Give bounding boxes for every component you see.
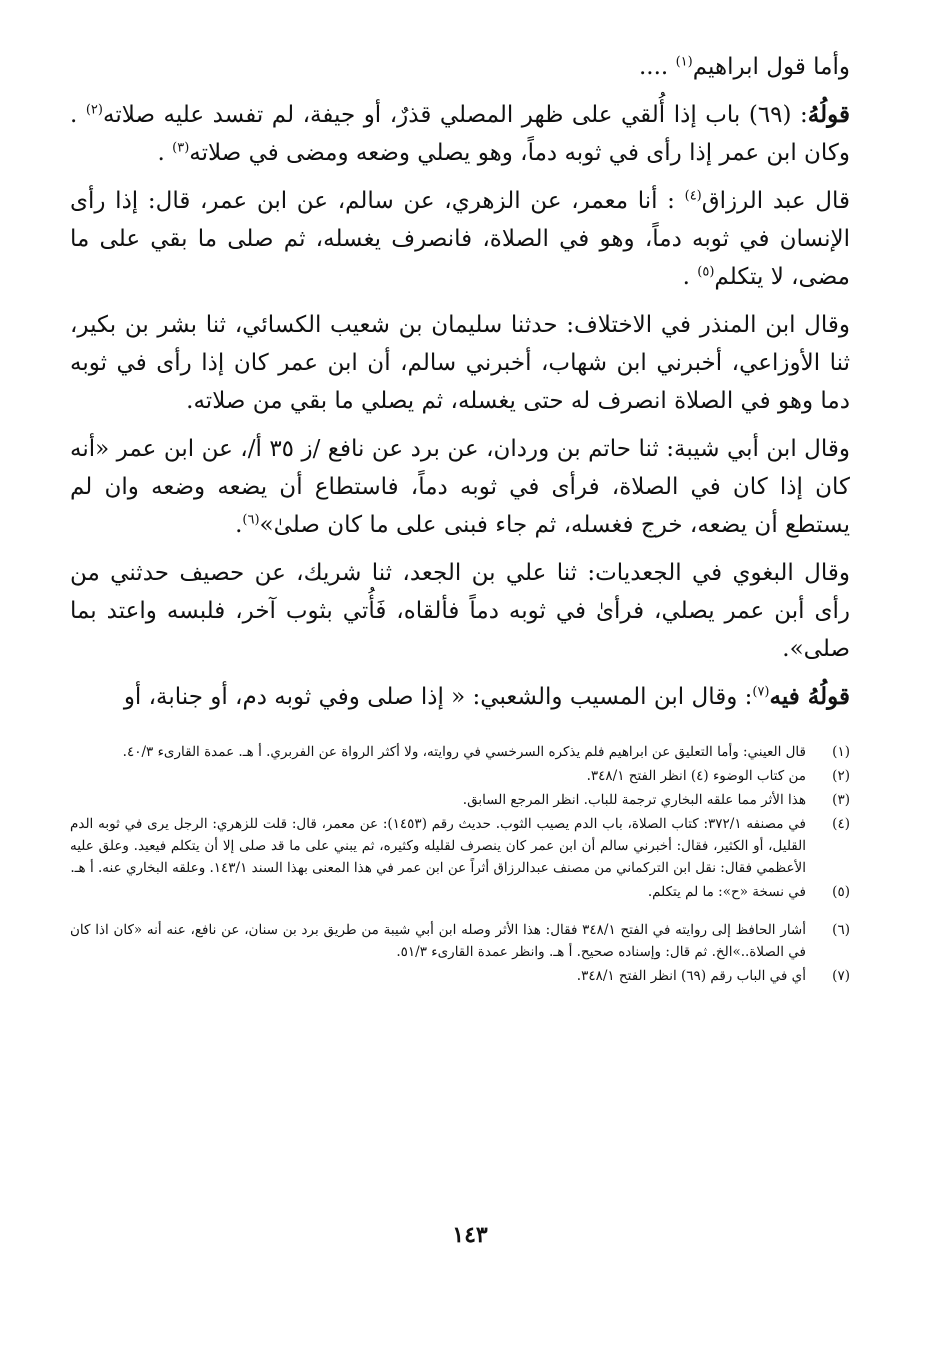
paragraph-al-baghawi (70, 554, 850, 668)
footnote-text: أي في الباب رقم (٦٩) انظر الفتح ٣٤٨/١. (576, 968, 806, 984)
main-text (70, 48, 850, 716)
footnote-ref-6: (٦) (242, 512, 260, 528)
paragraph-text: قال عبد الرزاق (701, 188, 850, 214)
paragraph-chapter-69 (70, 96, 850, 172)
paragraph-tail: .... (639, 54, 676, 80)
footnote-ref-5: (٥) (697, 264, 715, 280)
footnote-text: في نسخة «ح»: ما لم يتكلم. (647, 884, 806, 900)
footnote-item (70, 919, 850, 963)
footnote-number: (٥) (832, 884, 850, 900)
footnote-gap (70, 905, 850, 919)
paragraph-text: وقال ابن أبي شيبة: ثنا حاتم بن وردان، عن برد عن نافع /ز ٣٥ أ/، عن ابن عمر «أنه كان إذا كان في الصلاة، فرأى في ثوبه دماً، فاستطاع أن يضعه وضعه وان لم يستطع أن يضعه، خرج فغسله، ثم جاء فبنى على ما كان صلىٰ» (70, 436, 850, 538)
footnote-item (70, 765, 850, 787)
footnote-ref-3: (٣) (172, 140, 190, 156)
paragraph-tail: . (682, 264, 698, 290)
footnote-number: (١) (832, 744, 850, 760)
footnote-item (70, 813, 850, 879)
paragraph-qawluhu-fihi (70, 678, 850, 716)
footnote-text: من كتاب الوضوء (٤) انظر الفتح ٣٤٨/١. (586, 768, 806, 784)
footnote-text: أشار الحافظ إلى روايته في الفتح ٣٤٨/١ فقال: هذا الأثر وصله ابن أبي شيبة من طريق برد بن سنان، عن نافع، عنه أنه «كان اذا كان في الصلاة..»الخ. ثم قال: وإسناده صحيح. أ هـ. وانظر عمدة القارىء ٥١/٣. (70, 922, 806, 960)
paragraph-text: : (٦٩) باب إذا أُلقي على ظهر المصلي قذرٌ، أو جيفة، لم تفسد عليه صلاته (102, 102, 808, 128)
paragraph-text: وقال البغوي في الجعديات: ثنا علي بن الجعد، ثنا شريك، عن حصيف حدثني من رأى أبن عمر يصلي، فرأىٰ في ثوبه دماً فألقاه، فَأُتي بثوب آخر، فلبسه واعتد بما صلى». (70, 560, 850, 662)
footnote-number: (٣) (832, 792, 850, 808)
paragraph-ibn-abi-shayba (70, 430, 850, 544)
paragraph-tail: . (235, 512, 243, 538)
paragraph-text: : أنا معمر، عن الزهري، عن سالم، عن ابن عمر، قال: إذا رأى الإنسان في ثوبه دماً، وهو في الصلاة، فانصرف يغسله، ثم صلى ما بقي على ما مضى، لا يتكلم (70, 188, 850, 290)
footnote-item (70, 965, 850, 987)
footnote-number: (٧) (832, 968, 850, 984)
paragraph-text: . وكان ابن عمر إذا رأى في ثوبه دماً، وهو يصلي وضعه ومضى في صلاته (70, 102, 850, 166)
footnote-ref-1: (١) (675, 54, 693, 70)
paragraph-text: : وقال ابن المسيب والشعبي: « إذا صلى وفي ثوبه دم، أو جنابة، أو (123, 684, 753, 710)
paragraph-text: وقال ابن المنذر في الاختلاف: حدثنا سليمان بن شعيب الكسائي، ثنا بشر بن بكير، ثنا الأوزاعي، أخبرني ابن شهاب، أخبرني سالم، أن ابن عمر كان إذا رأى في ثوبه دما وهو في الصلاة انصرف له حتى يغسله، ثم يصلي ما بقي من صلاته. (70, 312, 850, 414)
footnote-ref-2: (٢) (85, 102, 103, 118)
paragraph-abd-al-razzaq (70, 182, 850, 296)
footnotes (70, 741, 850, 987)
page-number: ١٤٣ (452, 1222, 488, 1248)
footnote-text: هذا الأثر مما علقه البخاري ترجمة للباب. انظر المرجع السابق. (462, 792, 806, 808)
footnote-ref-7: (٧) (752, 684, 770, 700)
footnote-text: في مصنفه ٣٧٢/١: كتاب الصلاة، باب الدم يصيب الثوب. حديث رقم (١٤٥٣): عن معمر، قال: قلت للزهري: الرجل يرى في ثوبه الدم القليل، أو الكثير، فقال: أخبرني سالم أن ابن عمر كان ينصرف لقليله وكثيره، ثم يبني على ما قد صلى إلا أن يتكلم فيعيد. وعلق عليه الأعظمي فقال: نقل ابن التركماني من مصنف عبدالرزاق أثراً عن ابن عمر في هذا المعنى بهذا السند ١٤٣/١. وعلقه البخاري عنه. أ هـ. (70, 816, 806, 876)
keyword-qawluhu-fihi: قولُهُ فيه (769, 683, 850, 710)
paragraph-text: وأما قول ابراهيم (692, 54, 850, 80)
footnote-item (70, 741, 850, 763)
paragraph-tail: . (157, 140, 173, 166)
footnote-item (70, 789, 850, 811)
keyword-qawluhu: قولُهُ (807, 101, 850, 128)
footnote-text: قال العيني: وأما التعليق عن ابراهيم فلم يذكره السرخسي في روايته، ولا أكثر الرواة عن الفربري. أ هـ. عمدة القارىء ٤٠/٣. (122, 744, 806, 760)
document-page (70, 48, 850, 989)
footnote-ref-4: (٤) (684, 188, 702, 204)
footnote-number: (٦) (832, 922, 850, 938)
footnote-item (70, 881, 850, 903)
paragraph-ibn-al-mundhir (70, 306, 850, 420)
footnote-number: (٢) (832, 768, 850, 784)
paragraph-ibrahim (70, 48, 850, 86)
footnote-number: (٤) (832, 816, 850, 832)
